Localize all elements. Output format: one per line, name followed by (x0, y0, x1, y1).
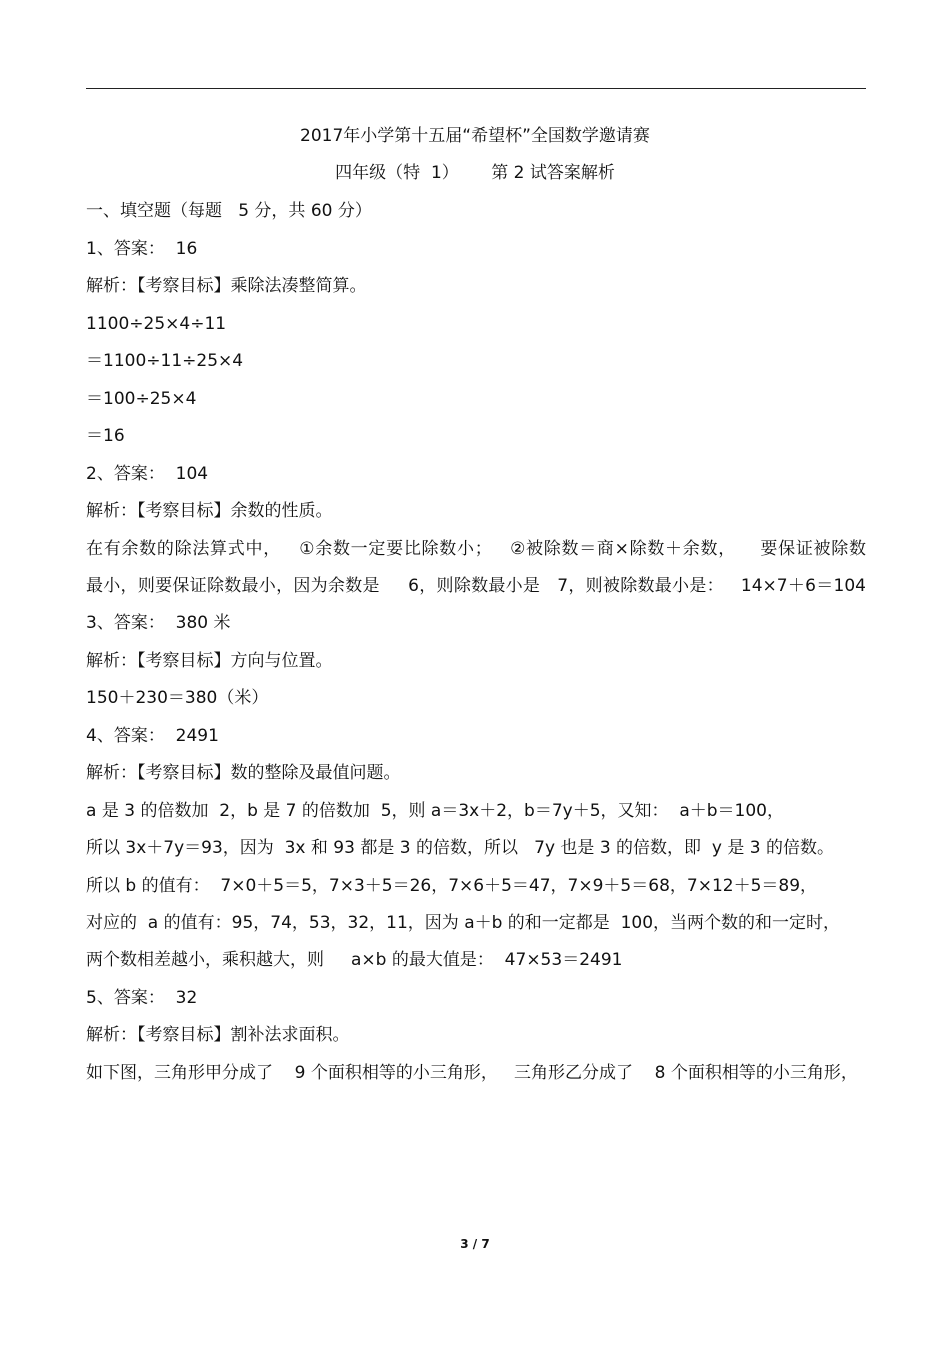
equation-line: ＝16 (86, 426, 125, 446)
document-title: 2017年小学第十五届“希望杯”全国数学邀请赛 (300, 126, 650, 146)
document-subtitle: 四年级（特 1） 第 2 试答案解析 (335, 163, 615, 183)
equation-line: 150＋230＝380（米） (86, 688, 269, 708)
answer-5: 5、答案： 32 (86, 988, 198, 1008)
explanation-line: 最小，则要保证除数最小，因为余数是 6，则除数最小是 7，则被除数最小是： 14×7＋6＝104 (86, 576, 866, 596)
explanation-line: 所以 3x＋7y＝93，因为 3x 和 93 都是 3 的倍数，所以 7y 也是 3 的倍数，即 y 是 3 的倍数。 (86, 838, 834, 858)
answer-3: 3、答案： 380 米 (86, 613, 231, 633)
explanation-line: a 是 3 的倍数加 2，b 是 7 的倍数加 5，则 a＝3x＋2，b＝7y＋5，又知： a＋b＝100， (86, 801, 784, 821)
explanation-line: 如下图，三角形甲分成了 9 个面积相等的小三角形， 三角形乙分成了 8 个面积相等的小三角形， (86, 1063, 858, 1083)
analysis-3: 解析：【考察目标】方向与位置。 (86, 651, 333, 671)
analysis-4: 解析：【考察目标】数的整除及最值问题。 (86, 763, 401, 783)
section-heading: 一、填空题（每题 5 分，共 60 分） (86, 201, 372, 221)
analysis-5: 解析：【考察目标】割补法求面积。 (86, 1025, 350, 1045)
header-rule (86, 88, 866, 89)
answer-1: 1、答案： 16 (86, 239, 198, 259)
page-number: 3 / 7 (460, 1237, 490, 1251)
explanation-line: 在有余数的除法算式中， ①余数一定要比除数小； ②被除数＝商×除数＋余数， 要保证被除数 (86, 539, 866, 559)
equation-line: ＝1100÷11÷25×4 (86, 351, 244, 371)
explanation-line: 两个数相差越小，乘积越大，则 a×b 的最大值是： 47×53＝2491 (86, 950, 623, 970)
answer-2: 2、答案： 104 (86, 464, 209, 484)
explanation-line: 所以 b 的值有： 7×0＋5＝5，7×3＋5＝26，7×6＋5＝47，7×9＋5＝68，7×12＋5＝89， (86, 876, 818, 896)
equation-line: ＝100÷25×4 (86, 389, 197, 409)
analysis-2: 解析：【考察目标】余数的性质。 (86, 501, 333, 521)
equation-line: 1100÷25×4÷11 (86, 314, 227, 334)
answer-4: 4、答案： 2491 (86, 726, 219, 746)
explanation-line: 对应的 a 的值有：95，74，53，32，11，因为 a＋b 的和一定都是 100，当两个数的和一定时， (86, 913, 841, 933)
analysis-1: 解析：【考察目标】乘除法凑整简算。 (86, 276, 367, 296)
